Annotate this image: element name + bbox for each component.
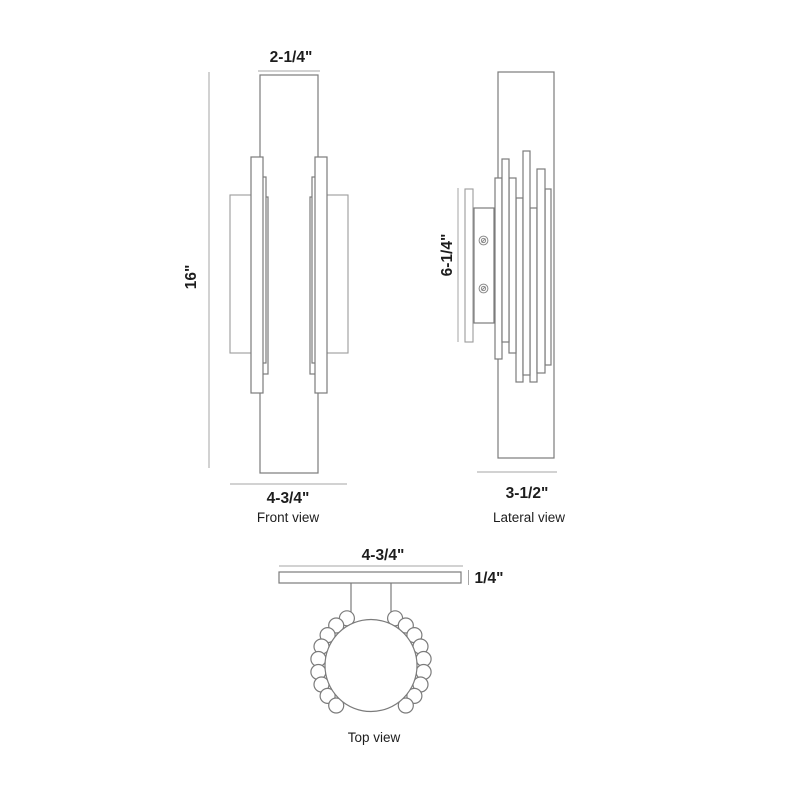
front-view <box>183 49 348 525</box>
lateral-fin <box>495 178 502 359</box>
top-width-dimension: 4-3/4" <box>361 547 405 564</box>
top-diffuser-circle <box>325 620 417 712</box>
lateral-depth-dimension: 3-1/2" <box>505 485 549 502</box>
lateral-view <box>439 72 565 525</box>
front-height-dimension: 16" <box>183 264 200 290</box>
lateral-fin <box>523 151 530 375</box>
lateral-mounting-bracket <box>474 208 494 323</box>
lateral-backplate-height-dimension: 6-1/4" <box>439 233 456 277</box>
front-view-label: Front view <box>256 510 320 525</box>
front-fin-right-front <box>315 157 327 393</box>
lateral-fin <box>516 198 523 382</box>
top-view <box>279 547 503 745</box>
screw-icon <box>479 284 488 293</box>
lateral-fin <box>530 208 537 382</box>
lateral-fin <box>545 189 551 365</box>
top-mounting-plate <box>279 572 461 583</box>
top-thickness-dimension: 1/4" <box>474 570 504 587</box>
lateral-fin <box>502 159 509 342</box>
top-view-label: Top view <box>347 730 401 745</box>
front-bottom-width-dimension: 4-3/4" <box>266 490 310 507</box>
lateral-view-label: Lateral view <box>492 510 566 525</box>
lateral-wall-plate <box>465 189 473 342</box>
lateral-fin <box>537 169 545 373</box>
front-glass-tube <box>260 75 318 473</box>
front-fin-left-front <box>251 157 263 393</box>
screw-icon <box>479 236 488 245</box>
front-top-width-dimension: 2-1/4" <box>269 49 313 66</box>
lateral-fin <box>509 178 516 353</box>
